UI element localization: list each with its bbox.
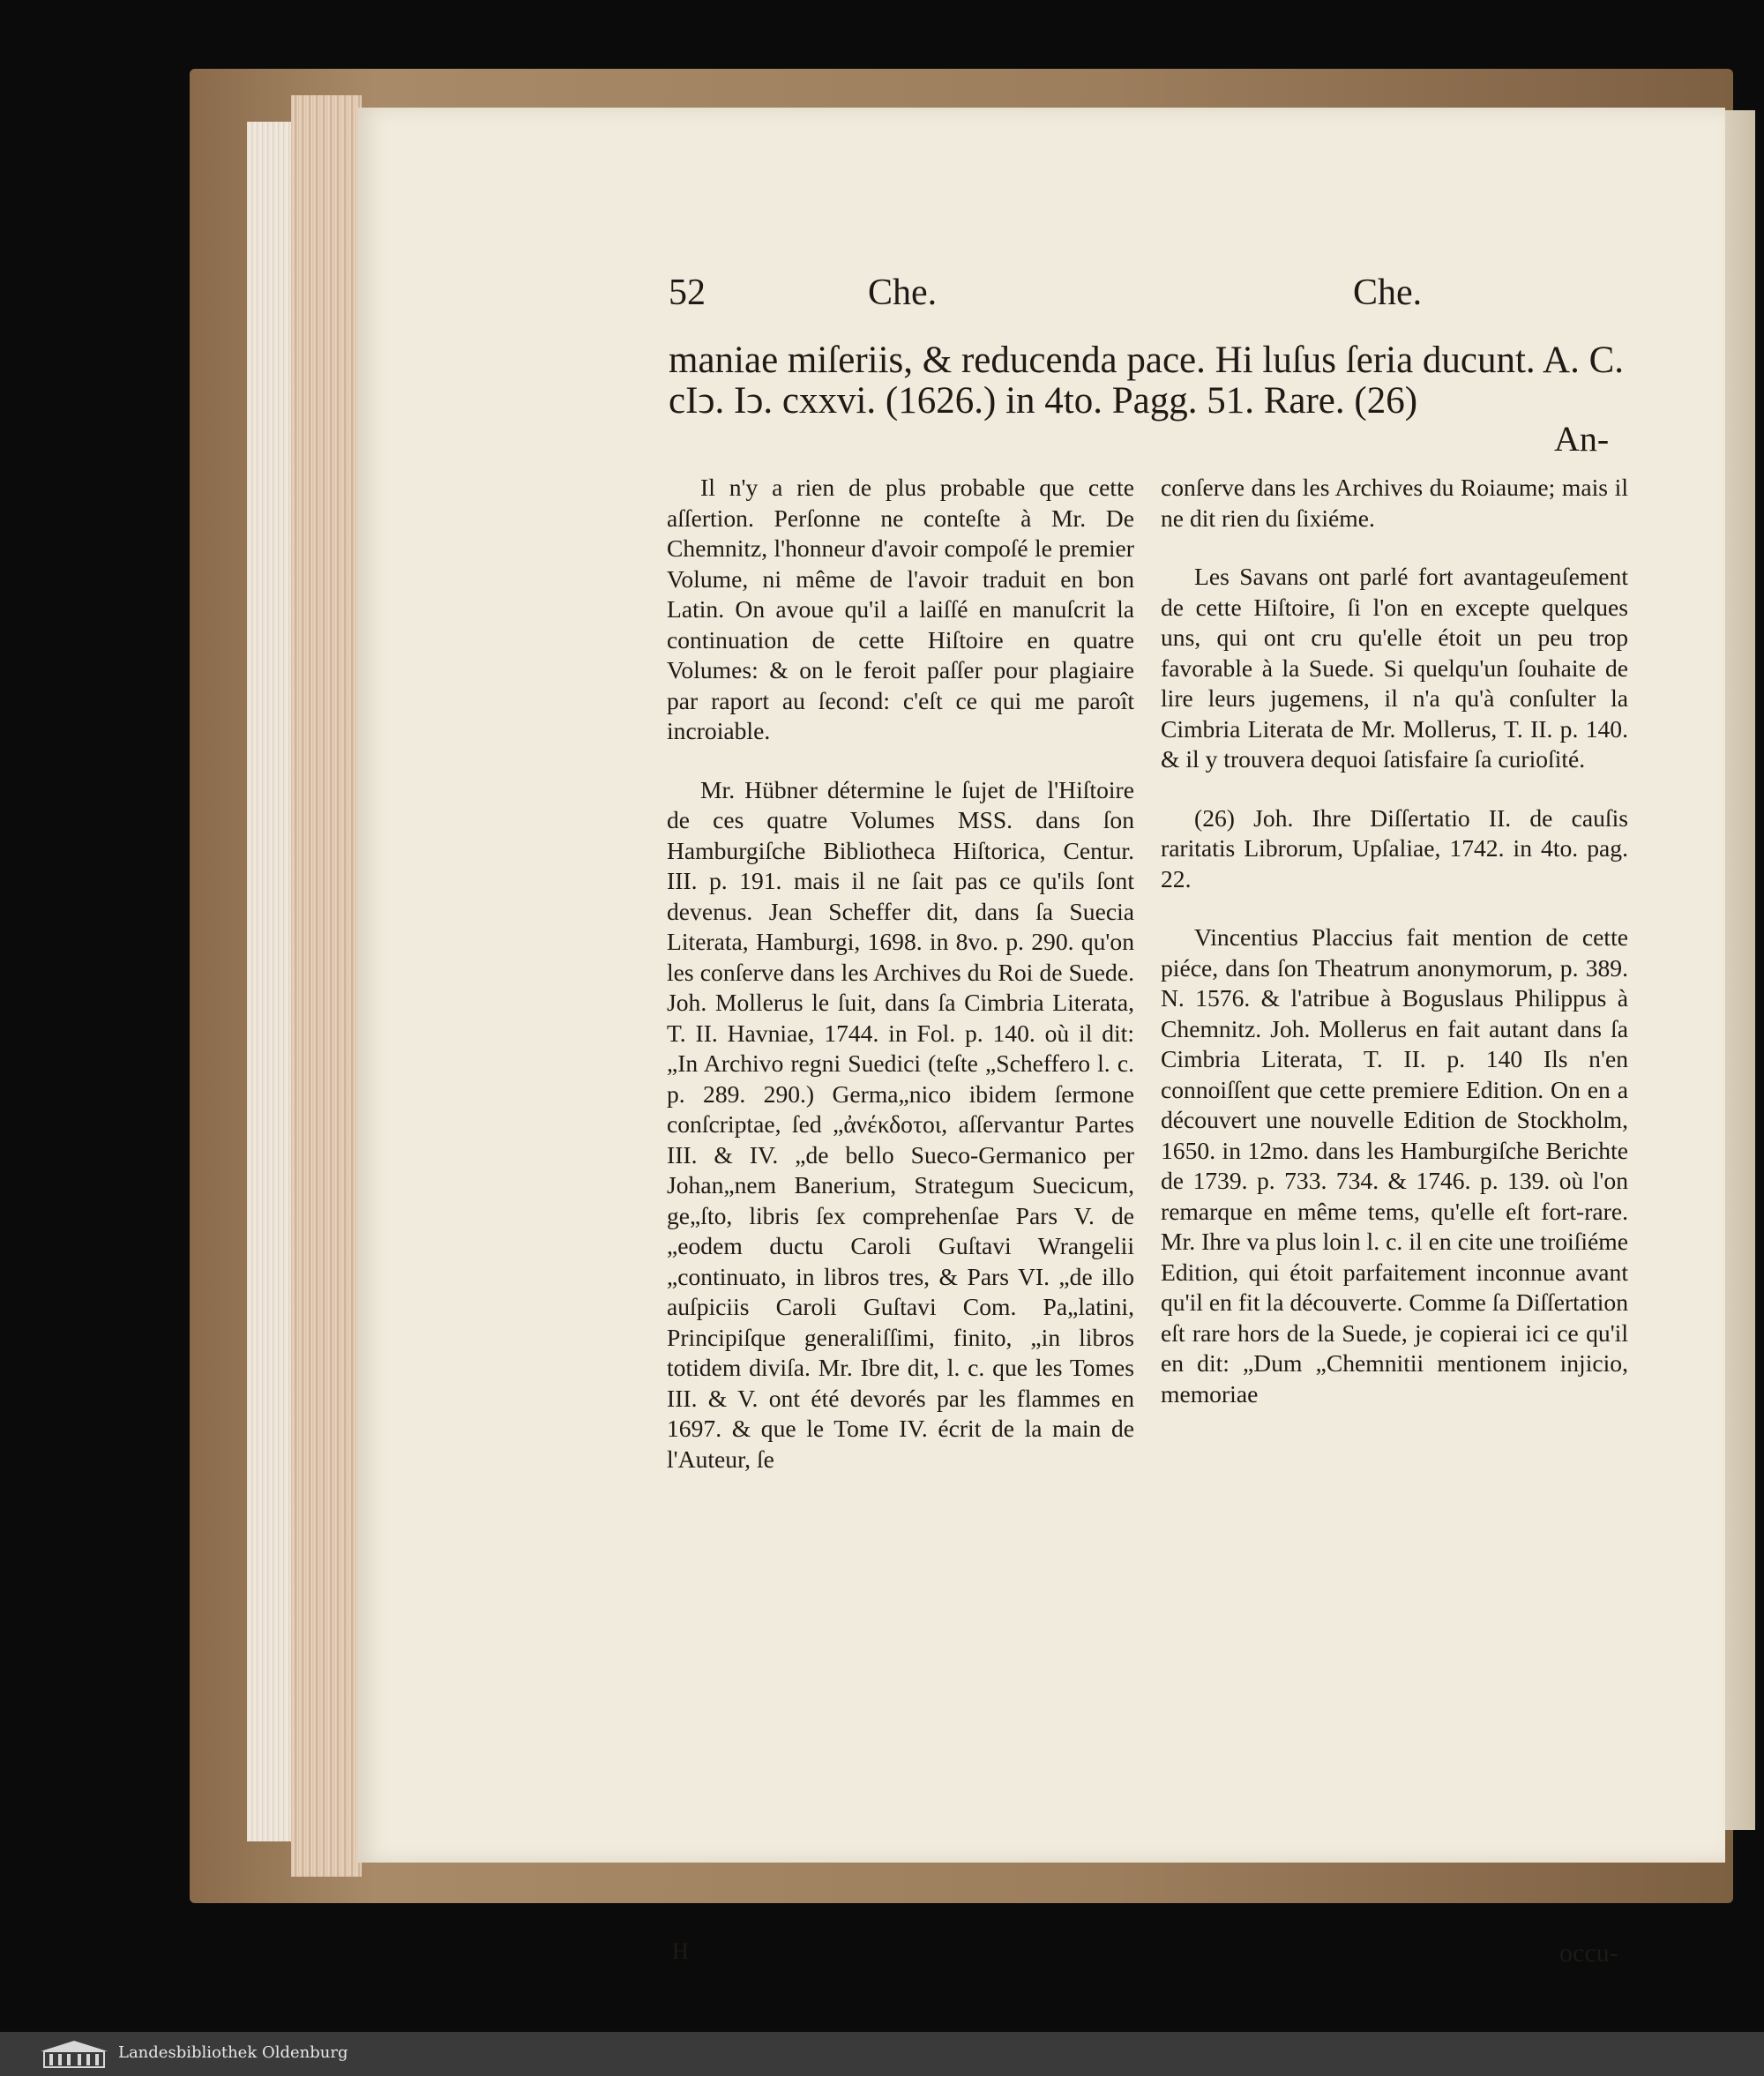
running-header-left: Che. <box>868 273 938 313</box>
paragraph: Vincentius Placcius fait mention de cette piéce, dans ſon Theatrum anonymorum, p. 389. N. 1576. & l'atribue à Boguslaus Philippus à Chemnitz. Joh. Mollerus en fait autant dans ſa Cimbria Literata, T. II. p. 140 Ils n'en connoiſſent que cette premiere Edition. On en a découvert une nouvelle Edition de Stockholm, 1650. in 12mo. dans les Hamburgiſche Berichte de 1739. p. 733. 734. & 1746. p. 139. où l'on remarque en même tems, qu'elle eſt fort-rare. Mr. Ihre va plus loin l. c. il en cite une troiſiéme Edition, qui étoit parfaitement inconnue avant qu'il en fit la découverte. Comme ſa Diſſertation eſt rare hors de la Suede, je copierai ici ce qu'il en dit: „Dum „Chemnitii mentionem injicio, memoriae <box>1161 923 1628 1408</box>
right-column <box>1161 473 1628 1438</box>
catchword: occu- <box>1559 1938 1618 1968</box>
paragraph: Les Savans ont parlé fort avantageuſement de cette Hiſtoire, ſi l'on en excepte quelques uns, qui ont cru qu'elle étoit un peu trop favorable à la Suede. Si quelqu'un ſouhaite de lire leurs jugemens, il n'a qu'à conſulter la Cimbria Literata de Mr. Mollerus, T. II. p. 140. & il y trouvera dequoi ſatisfaire ſa curioſité. <box>1161 563 1628 773</box>
paragraph: Mr. Hübner détermine le ſujet de l'Hiſtoire de ces quatre Volumes MSS. dans ſon Hamburgiſche Bibliotheca Hiſtorica, Centur. III. p. 191. mais il ne ſait pas ce qu'ils ſont devenus. Jean Scheffer dit, dans ſa Suecia Literata, Hamburgi, 1698. in 8vo. p. 290. qu'on les conſerve dans les Archives du Roi de Suede. Joh. Mollerus le ſuit, dans ſa Cimbria Literata, T. II. Havniae, 1744. in Fol. p. 140. où il dit: „In Archivo regni Suedici (teſte „Scheffero l. c. p. 289. 290.) Germa„nico ibidem ſermone conſcriptae, ſed „ἀνέκδοτοι, aſſervantur Partes III. & IV. „de bello Sueco-Germanico per Johan„nem Banerium, Strategum Suecicum, ge„ſto, libris ſex comprehenſae Pars V. de „eodem ductu Caroli Guſtavi Wrangelii „continuato, in libros tres, & Pars VI. „de illo auſpiciis Caroli Guſtavi Com. Pa„latini, Principiſque generaliſſimi, finito, „in libros totidem diviſa. Mr. Ibre dit, l. c. que les Tomes III. & V. ont été devorés par les flammes en 1697. & que le Tome IV. écrit de la main de l'Auteur, ſe <box>667 775 1134 1473</box>
signature-mark: H <box>672 1938 689 1964</box>
paragraph: Il n'y a rien de plus probable que cette aſſertion. Perſonne ne conteſte à Mr. De Chemnitz, l'honneur d'avoir compoſé le premier Volume, ni même de l'avoir traduit en bon Latin. On avoue qu'il a laiſſé en manuſcrit la continuation de cette Hiſtoire en quatre Volumes: & on le feroit paſſer pour plagiaire par raport au ſecond: c'eſt ce qui me paroît incroiable. <box>667 474 1134 744</box>
continuation-line-2: cIↄ. Iↄ. cxxvi. (1626.) in 4to. Pagg. 51. Rare. (26) <box>669 380 1418 422</box>
footer-bar <box>0 2032 1764 2076</box>
continuation-catchword: An- <box>1554 419 1610 459</box>
library-building-icon <box>39 2039 109 2069</box>
page-edges-outer <box>247 122 293 1841</box>
page-edges <box>291 95 362 1877</box>
running-header-right: Che. <box>1353 273 1423 313</box>
library-name: Landesbibliothek Oldenburg <box>118 2043 348 2062</box>
continuation-line-1: maniae miſeriis, & reducenda pace. Hi luſus ſeria ducunt. A. C. <box>669 340 1625 381</box>
paragraph: conſerve dans les Archives du Roiaume; mais il ne dit rien du ſixiéme. <box>1161 474 1628 532</box>
page-number: 52 <box>669 273 706 313</box>
left-column <box>667 473 1134 1503</box>
footnote: (26) Joh. Ihre Diſſertatio II. de cauſis raritatis Librorum, Upſaliae, 1742. in 4to. pag. 22. <box>1161 803 1628 892</box>
